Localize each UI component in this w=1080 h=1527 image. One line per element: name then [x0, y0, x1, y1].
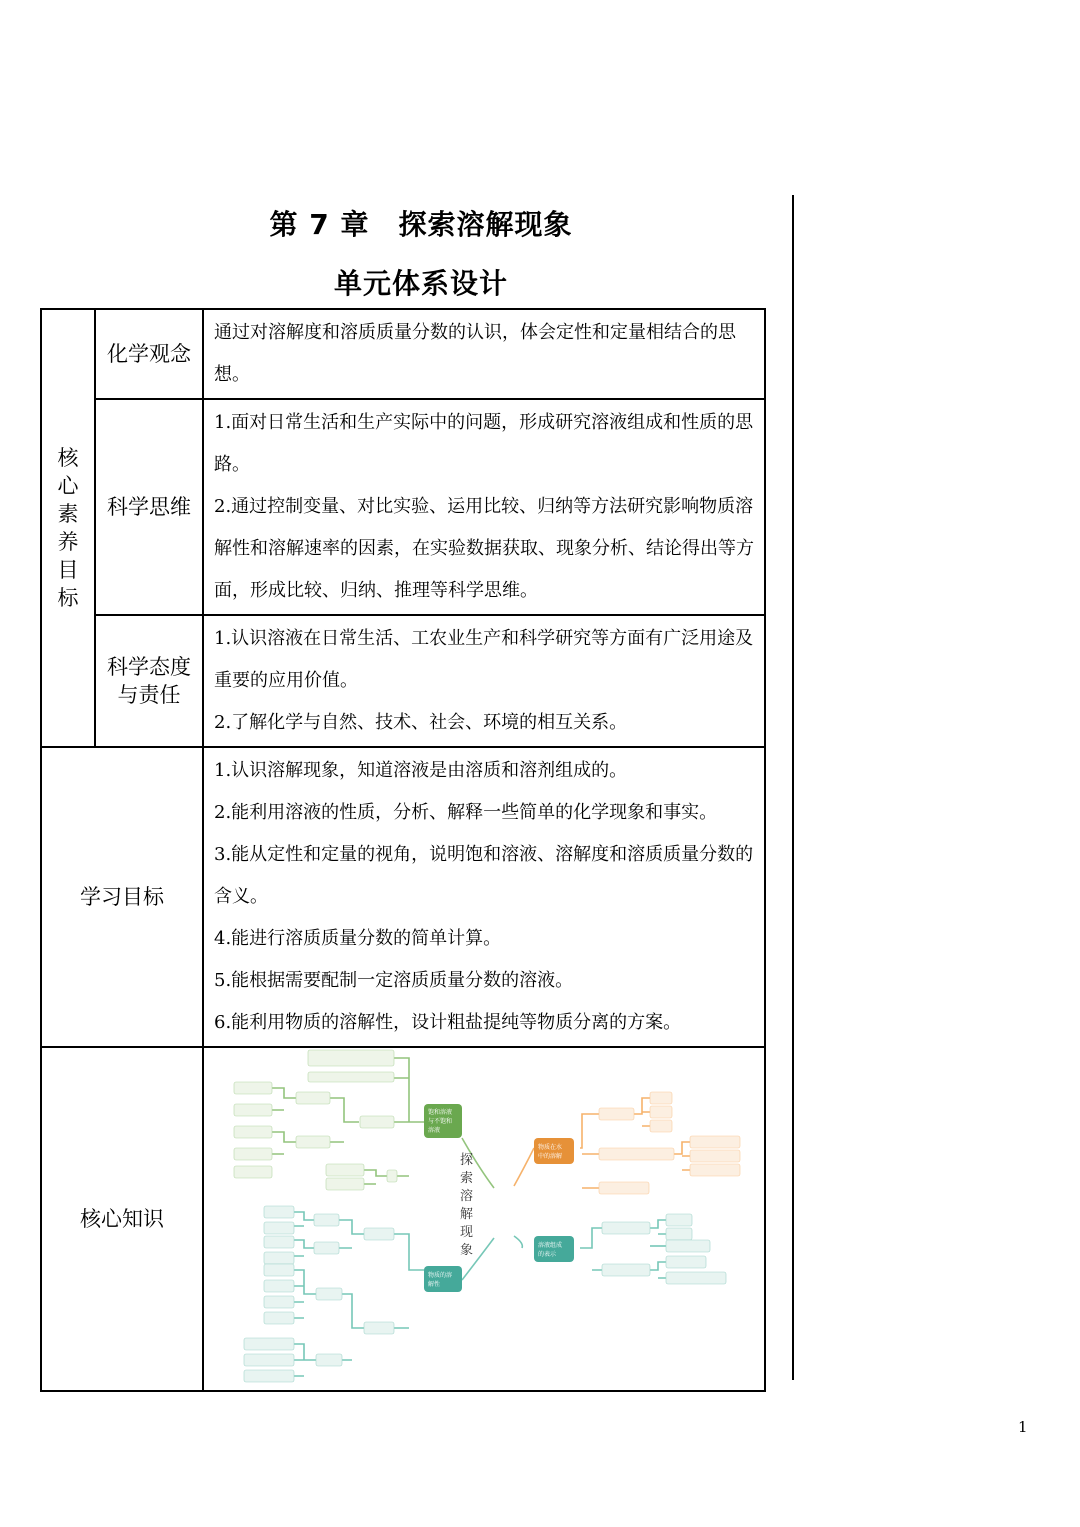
node-solution-form [599, 1108, 634, 1120]
branch-dissolve-label-1: 物质在水 [538, 1144, 563, 1151]
node-aqueous-property [599, 1182, 649, 1194]
margin-rule [792, 195, 794, 1380]
node-solution [650, 1092, 672, 1104]
node-slow-rise [244, 1354, 294, 1366]
category-scientific-thinking: 科学思维 [95, 399, 203, 615]
node-pressure [264, 1252, 294, 1264]
connector-four-elements [294, 1270, 316, 1318]
chapter-title: 第 7 章 探索溶解现象 [269, 208, 573, 241]
node-lower-temp [234, 1126, 272, 1138]
branch-composition-label-2: 的表示 [538, 1251, 557, 1258]
branch-solubility-label-2: 解性 [428, 1281, 441, 1288]
node-heat-absorb [690, 1164, 740, 1176]
node-four-elements [316, 1288, 342, 1300]
core-literacy-label: 核心素养目标 [41, 309, 95, 747]
node-add-solute [234, 1166, 272, 1178]
node-quant [364, 1322, 394, 1334]
branch-solubility-label-1: 物质的溶 [428, 1272, 453, 1279]
mindmap-center-6: 象 [460, 1243, 474, 1258]
node-solute-type [264, 1206, 294, 1218]
connector-composition-children [580, 1228, 602, 1270]
node-decline [244, 1370, 294, 1382]
branch-dissolve-node [534, 1138, 574, 1164]
node-solvent [666, 1228, 692, 1240]
scientific-thinking-content: 1.面对日常生活和生产实际中的问题，形成研究溶液组成和性质的思路。 2.通过控制变量、对比实验、运用比较、归纳等方法研究影响物质溶解性和溶解速率的因素，在实验数据获取、现象分析、结论得出等方面，形成比较、归纳、推理等科学思维。 [203, 399, 765, 615]
node-factors [364, 1228, 394, 1240]
node-dilution [666, 1256, 706, 1268]
page-number: 1 [1018, 1418, 1028, 1436]
connector-solution-forms [634, 1098, 650, 1126]
node-cool-crystal [326, 1178, 364, 1190]
node-prepare [666, 1272, 726, 1284]
node-unsaturated-def [308, 1072, 394, 1082]
node-mass-fraction [602, 1264, 650, 1276]
table-row [41, 615, 765, 747]
connector-center-dissolve [514, 1148, 534, 1186]
section-subtitle: 单元体系设计 [333, 267, 508, 300]
table-row [41, 309, 765, 399]
connector-heat [674, 1142, 690, 1170]
category-attitude-responsibility: 科学态度 与责任 [95, 615, 203, 747]
node-100g-solvent [264, 1280, 294, 1292]
table-row [41, 1047, 765, 1391]
connector-applications [364, 1170, 387, 1184]
learning-goals-label: 学习目标 [41, 747, 203, 1047]
connector-saturated-children [394, 1058, 424, 1176]
node-evap-crystal [326, 1164, 364, 1176]
node-steep-rise [244, 1338, 294, 1350]
branch-saturated-label-2: 与不饱和 [428, 1118, 453, 1125]
mindmap-center-3: 溶 [460, 1189, 474, 1204]
teal-subtree-boxes [244, 1206, 726, 1382]
node-emulsion [650, 1106, 672, 1118]
connector-solution-composition [650, 1220, 666, 1234]
node-conversion [360, 1116, 394, 1128]
connector-quant [342, 1294, 364, 1360]
table-row [41, 747, 765, 1047]
node-external [314, 1242, 339, 1254]
branch-composition-label-1: 溶液组成 [538, 1242, 563, 1249]
unit-design-table [40, 308, 766, 1392]
node-heat-neutral [690, 1150, 740, 1162]
connector-center-composition [514, 1236, 522, 1248]
branch-solubility-node [424, 1266, 462, 1292]
mindmap-center-5: 现 [460, 1225, 474, 1240]
attitude-responsibility-content: 1.认识溶液在日常生活、工农业生产和科学研究等方面有广泛用途及重要的应用价值。 2.了解化学与自然、技术、社会、环境的相互关系。 [203, 615, 765, 747]
connector-internal [294, 1212, 314, 1226]
node-solute [666, 1214, 692, 1226]
table-row [41, 399, 765, 615]
mindmap-center-2: 索 [460, 1171, 474, 1186]
node-heat-change [599, 1148, 674, 1160]
chemical-concept-content: 通过对溶解度和溶质质量分数的认识，体会定性和定量相结合的思想。 [203, 309, 765, 399]
node-raise-temp [234, 1082, 272, 1094]
green-subtree-boxes [234, 1050, 397, 1190]
connector-factors [339, 1220, 364, 1248]
knowledge-mindmap [204, 1048, 762, 1390]
connector-conversion [329, 1098, 359, 1142]
connector-calc [650, 1262, 666, 1278]
branch-dissolve-label-2: 中的溶解 [538, 1153, 563, 1160]
node-fixed-temp [264, 1264, 294, 1276]
node-internal [314, 1214, 339, 1226]
connector-solubility-children [394, 1234, 424, 1328]
node-saturated-def [308, 1050, 394, 1066]
connector-to-sat [272, 1132, 296, 1154]
mindmap-center-1: 探 [460, 1153, 474, 1168]
node-to-sat [296, 1136, 330, 1148]
node-unit-g [264, 1312, 294, 1324]
branch-saturated-label-3: 溶液 [428, 1127, 441, 1134]
node-suspension [650, 1120, 672, 1132]
branch-saturated-label-1: 饱和溶液 [428, 1109, 453, 1116]
node-temperature [264, 1236, 294, 1248]
connector-to-unsat [272, 1088, 296, 1110]
node-concentration [666, 1240, 710, 1252]
node-applications [387, 1170, 397, 1182]
orange-subtree-boxes [599, 1092, 740, 1194]
node-add-solvent [234, 1104, 272, 1116]
node-solvent-type [264, 1222, 294, 1234]
node-to-unsat [296, 1092, 330, 1104]
connector-dissolve-children [580, 1114, 599, 1188]
connector-curve-types [294, 1344, 316, 1376]
learning-goals-content: 1.认识溶解现象，知道溶液是由溶质和溶剂组成的。 2.能利用溶液的性质，分析、解释一些简单的化学现象和事实。 3.能从定性和定量的视角，说明饱和溶液、溶解度和溶质质量分数的含义。 4.能进行溶质质量分数的简单计算。 5.能根据需要配制一定溶质质量分数的溶液。 6.能利用物质的溶解性，设计粗盐提纯等物质分离的方案。 [203, 747, 765, 1047]
category-chemical-concept: 化学观念 [95, 309, 203, 399]
node-saturated-state [264, 1296, 294, 1308]
mindmap-cell [203, 1047, 765, 1391]
mindmap-center-4: 解 [460, 1207, 474, 1222]
node-heat-release [690, 1136, 740, 1148]
core-knowledge-label: 核心知识 [41, 1047, 203, 1391]
branch-composition-node [534, 1236, 574, 1262]
connector-external [294, 1240, 314, 1256]
node-evaporate [234, 1148, 272, 1160]
node-curve [316, 1354, 342, 1366]
node-solution-comp [602, 1222, 650, 1234]
